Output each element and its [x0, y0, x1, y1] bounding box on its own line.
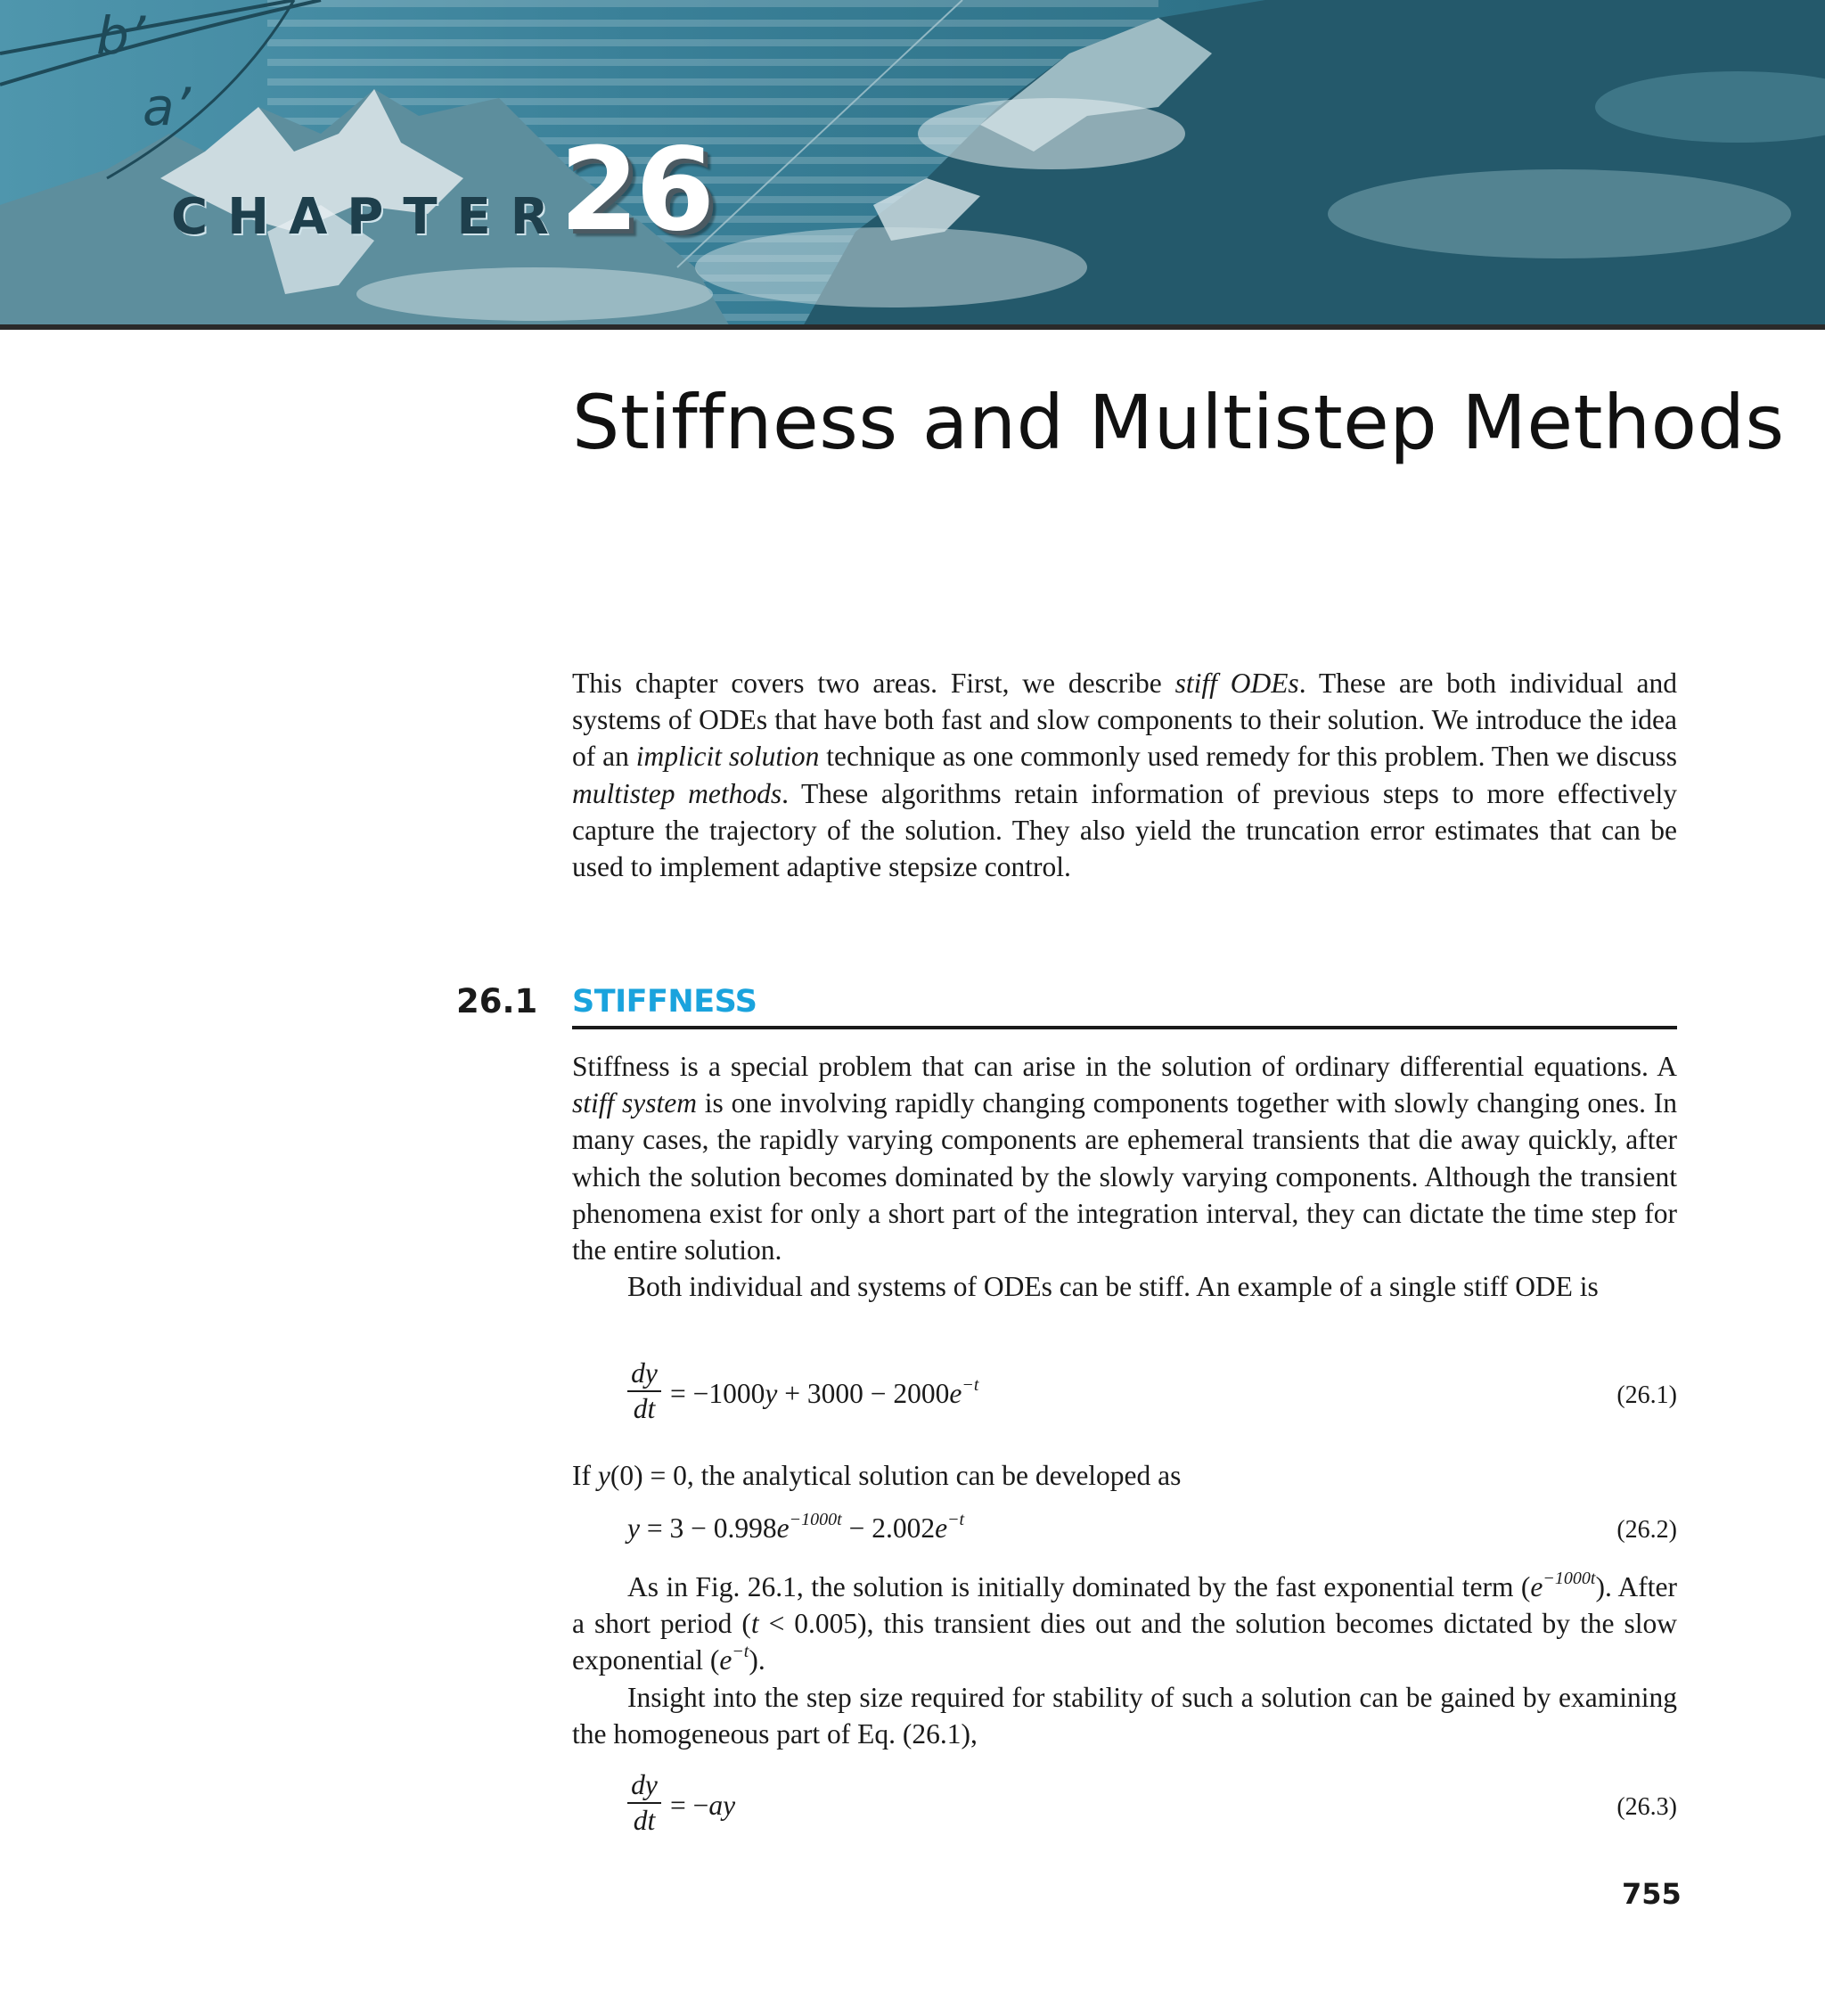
paragraph-fast-exponential: As in Fig. 26.1, the solution is initially dominated by the fast exponential term $(e^{-1000t})$. After a short period (t < 0.005), this transient dies out and the solution becomes dictated by the slow exponential $(e^{-t})$.	[572, 1569, 1677, 1676]
solution-discussion	[572, 1569, 1677, 1752]
annotation-a-prime: a’	[143, 77, 191, 137]
section-title: STIFFNESS	[572, 984, 757, 1020]
equation-label: (26.3)	[1616, 1793, 1677, 1821]
fraction-dy-dt: dy dt	[627, 1770, 661, 1836]
equation-rhs: = $-1000y + 3000 - 2000e^{-t}$	[670, 1375, 979, 1409]
fraction-dy-dt: dy dt	[627, 1358, 661, 1424]
intro-paragraph: This chapter covers two areas. First, we describe stiff ODEs. These are both individual and systems of ODEs that have both fast and slow components to their solution. We introduce the idea of an implicit solution technique as one commonly used remedy for this problem. Then we discuss multistep methods. These algorithms retain information of previous steps to more effectively capture the trajectory of the solution. They also yield the truncation error estimates that can be used to implement adaptive stepsize control.	[572, 668, 1677, 883]
equation-rhs: $y = 3 - 0.998e^{-1000t} - 2.002e^{-t}$	[627, 1510, 965, 1544]
section-heading	[0, 980, 1679, 1030]
equation-label: (26.2)	[1616, 1516, 1677, 1544]
section-number: 26.1	[456, 982, 538, 1020]
equation-26-3	[572, 1770, 1677, 1847]
annotation-b-prime: b’	[96, 5, 146, 66]
paragraph-stiff-example: Both individual and systems of ODEs can be stiff. An example of a single stiff ODE is	[627, 1271, 1599, 1303]
chapter-label: CHAPTER	[171, 188, 569, 246]
paragraph-initial-condition: If y(0) = 0, the analytical solution can be developed as	[572, 1460, 1182, 1491]
section-rule	[572, 1026, 1677, 1029]
banner-divider	[0, 324, 1825, 330]
equation-26-2	[572, 1512, 1677, 1552]
chapter-number: 26	[560, 124, 712, 257]
equation-rhs: = −ay	[670, 1790, 736, 1821]
chapter-title: Stiffness and Multistep Methods	[572, 379, 1785, 466]
equation-26-1	[572, 1358, 1677, 1435]
page-number: 755	[1622, 1877, 1682, 1911]
mountain-illustration	[0, 0, 1825, 328]
equation-label: (26.1)	[1616, 1381, 1677, 1409]
stiffness-body	[572, 1048, 1677, 1305]
paragraph-stiffness-definition: Stiffness is a special problem that can arise in the solution of ordinary differential equations. A stiff system is one involving rapidly changing components together with slowly changing ones. In many cases, the rapidly varying components are ephemeral transients that die away quickly, after which the solution becomes dominated by the slowly varying components. Although the transient phenomena exist for only a short part of the integration interval, they can dictate the time step for the entire solution.	[572, 1051, 1678, 1266]
paragraph-step-size: Insight into the step size required for stability of such a solution can be gained by examining the homogeneous part of Eq. (26.1),	[572, 1681, 1677, 1750]
chapter-banner	[0, 0, 1825, 328]
